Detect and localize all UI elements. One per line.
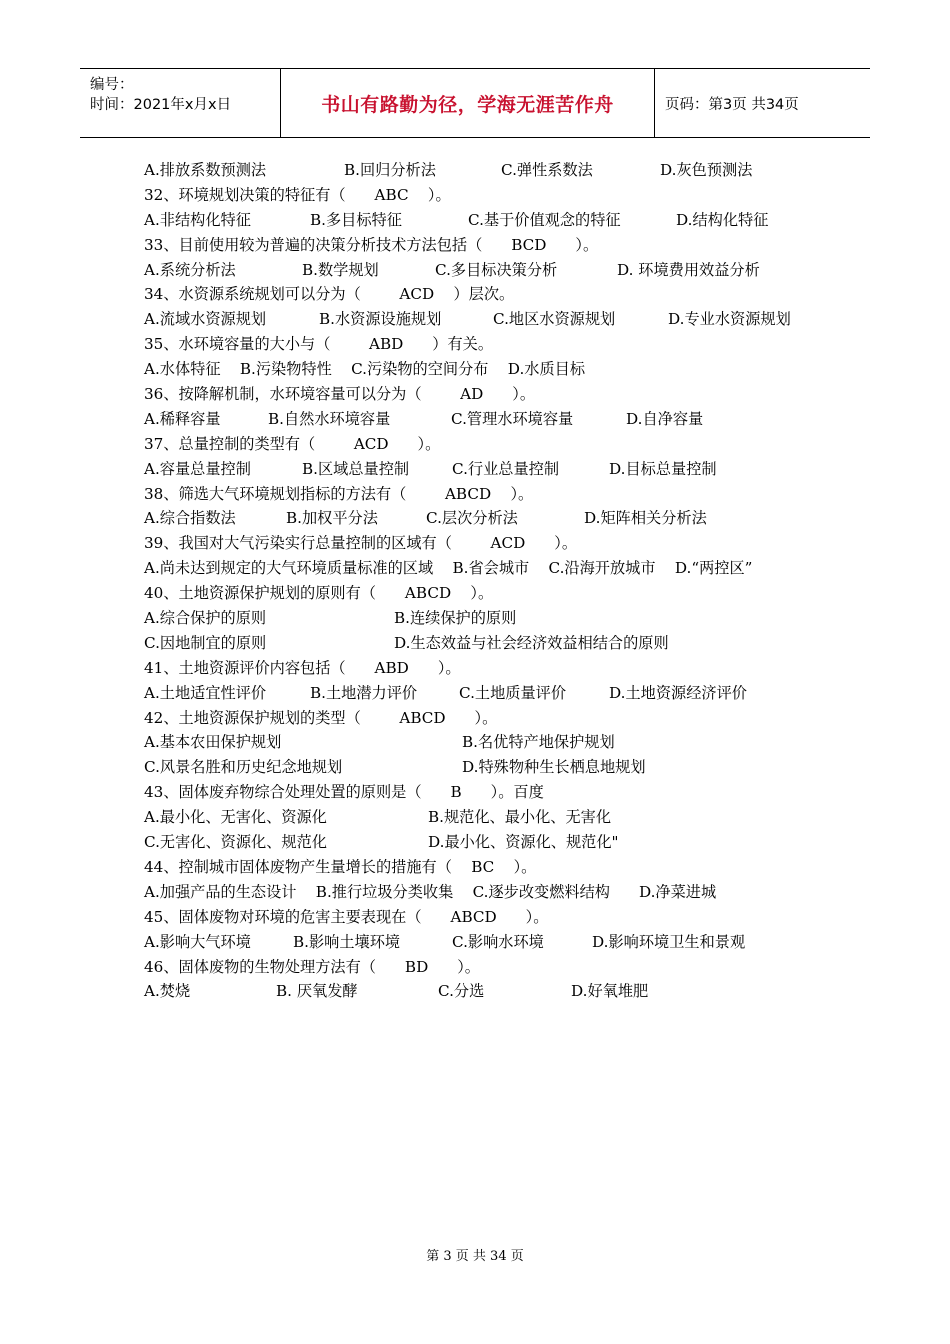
option-item: C.地区水资源规划: [493, 310, 616, 329]
question-line: 39、我国对大气污染实行总量控制的区域有（ ACD ）。: [144, 534, 578, 553]
option-item: D.生态效益与社会经济效益相结合的原则: [394, 633, 669, 652]
question-line: 45、固体废物对环境的危害主要表现在（ ABCD ）。: [144, 907, 549, 926]
option-item: D.专业水资源规划: [668, 310, 791, 329]
option-row: [144, 606, 864, 631]
option-item: B.名优特产地保护规划: [462, 733, 615, 752]
question-line: 46、固体废物的生物处理方法有（ BD ）。: [144, 957, 480, 976]
option-item: D.最小化、资源化、规范化": [428, 833, 619, 852]
question-line: 38、筛选大气环境规划指标的方法有（ ABCD ）。: [144, 484, 534, 503]
page-header: [80, 68, 870, 138]
option-item: A.最小化、无害化、资源化: [144, 808, 327, 827]
option-item: C.土地质量评价: [459, 683, 567, 702]
option-item: B.土地潜力评价: [310, 683, 418, 702]
option-row: [144, 208, 864, 233]
option-item: B.加权平分法: [286, 509, 378, 528]
header-page-cell: [655, 69, 870, 137]
option-item: B.连续保护的原则: [394, 609, 517, 628]
option-row: [144, 258, 864, 283]
option-item: B.水资源设施规划: [319, 310, 442, 329]
option-row: [144, 631, 864, 656]
option-row: [144, 979, 864, 1004]
option-item: A.流域水资源规划: [144, 310, 267, 329]
option-item: D.矩阵相关分析法: [584, 509, 707, 528]
motto: 书山有路勤为径，学海无涯苦作舟: [321, 93, 614, 116]
question-content: [144, 158, 864, 1004]
option-row: [144, 407, 864, 432]
question-line: 42、土地资源保护规划的类型（ ABCD ）。: [144, 708, 498, 727]
option-item: B. 厌氧发酵: [276, 982, 358, 1001]
option-line: A.加强产品的生态设计 B.推行垃圾分类收集 C.逐步改变燃料结构 D.净菜进城: [144, 882, 717, 901]
option-item: B.数学规划: [302, 260, 379, 279]
option-item: A.容量总量控制: [144, 459, 251, 478]
option-item: A.排放系数预测法: [144, 161, 267, 179]
option-item: D. 环境费用效益分析: [617, 260, 760, 279]
option-row: [144, 830, 864, 855]
option-item: C.层次分析法: [426, 509, 518, 528]
question-line: 41、土地资源评价内容包括（ ABD ）。: [144, 658, 461, 677]
number-label: 编号：: [90, 77, 134, 93]
option-row: [144, 805, 864, 830]
option-row: [144, 457, 864, 482]
option-item: C.风景名胜和历史纪念地规划: [144, 758, 343, 777]
option-item: A.稀释容量: [144, 409, 221, 428]
question-line: 32、环境规划决策的特征有（ ABC ）。: [144, 185, 451, 204]
option-line: A.水体特征 B.污染物特性 C.污染物的空间分布 D.水质目标: [144, 360, 586, 379]
option-item: B.区域总量控制: [302, 459, 410, 478]
option-item: B.回归分析法: [344, 161, 436, 179]
option-item: A.非结构化特征: [144, 210, 251, 229]
option-item: B.规范化、最小化、无害化: [428, 808, 612, 827]
option-item: D.土地资源经济评价: [609, 683, 747, 702]
header-motto-cell: [281, 69, 655, 137]
option-item: B.多目标特征: [310, 210, 402, 229]
option-row: [144, 307, 864, 332]
option-item: D.目标总量控制: [609, 459, 717, 478]
option-item: D.好氧堆肥: [571, 982, 649, 1001]
question-line: 33、目前使用较为普遍的决策分析技术方法包括（ BCD ）。: [144, 235, 599, 254]
option-item: C.因地制宜的原则: [144, 633, 267, 652]
option-item: B.影响土壤环境: [293, 932, 401, 951]
option-item: C.行业总量控制: [452, 459, 560, 478]
question-line: 40、土地资源保护规划的原则有（ ABCD ）。: [144, 584, 494, 603]
option-row: [144, 930, 864, 955]
option-item: C.影响水环境: [452, 932, 544, 951]
option-item: A.综合保护的原则: [144, 609, 267, 628]
question-line: 34、水资源系统规划可以分为（ ACD ）层次。: [144, 285, 515, 304]
page-footer: 第 3 页 共 34 页: [426, 1249, 524, 1264]
option-item: A.综合指数法: [144, 509, 236, 528]
question-line: 36、按降解机制，水环境容量可以分为（ AD ）。: [144, 385, 536, 404]
option-item: C.弹性系数法: [501, 161, 593, 179]
option-row: [144, 730, 864, 755]
question-line: 43、固体废弃物综合处理处置的原则是（ B ）。百度: [144, 783, 544, 802]
option-line: A.尚未达到规定的大气环境质量标准的区域 B.省会城市 C.沿海开放城市 D.“两控区”: [144, 559, 753, 578]
option-row: [144, 681, 864, 706]
option-row: [144, 506, 864, 531]
option-item: A.影响大气环境: [144, 932, 251, 951]
header-meta-cell: [80, 69, 281, 137]
option-item: C.分选: [438, 982, 485, 1001]
option-item: D.特殊物种生长栖息地规划: [462, 758, 646, 777]
time-label: 时间：2021年x月x日: [90, 97, 232, 113]
question-line: 37、总量控制的类型有（ ACD ）。: [144, 434, 441, 453]
page-code: 页码：第3页 共34页: [665, 96, 799, 113]
option-row: [144, 755, 864, 780]
option-item: D.灰色预测法: [660, 161, 753, 179]
option-item: C.多目标决策分析: [435, 260, 558, 279]
option-item: D.自净容量: [626, 409, 704, 428]
option-item: D.影响环境卫生和景观: [592, 932, 746, 951]
question-line: 35、水环境容量的大小与（ ABD ）有关。: [144, 335, 494, 354]
option-item: A.基本农田保护规划: [144, 733, 282, 752]
option-item: A.土地适宜性评价: [144, 683, 267, 702]
option-item: A.焚烧: [144, 982, 191, 1001]
option-row: [144, 158, 864, 183]
question-line: 44、控制城市固体废物产生量增长的措施有（ BC ）。: [144, 857, 537, 876]
option-item: D.结构化特征: [676, 210, 769, 229]
option-item: C.无害化、资源化、规范化: [144, 833, 327, 852]
option-item: C.基于价值观念的特征: [468, 210, 621, 229]
option-item: C.管理水环境容量: [451, 409, 574, 428]
option-item: B.自然水环境容量: [268, 409, 391, 428]
option-item: A.系统分析法: [144, 260, 236, 279]
